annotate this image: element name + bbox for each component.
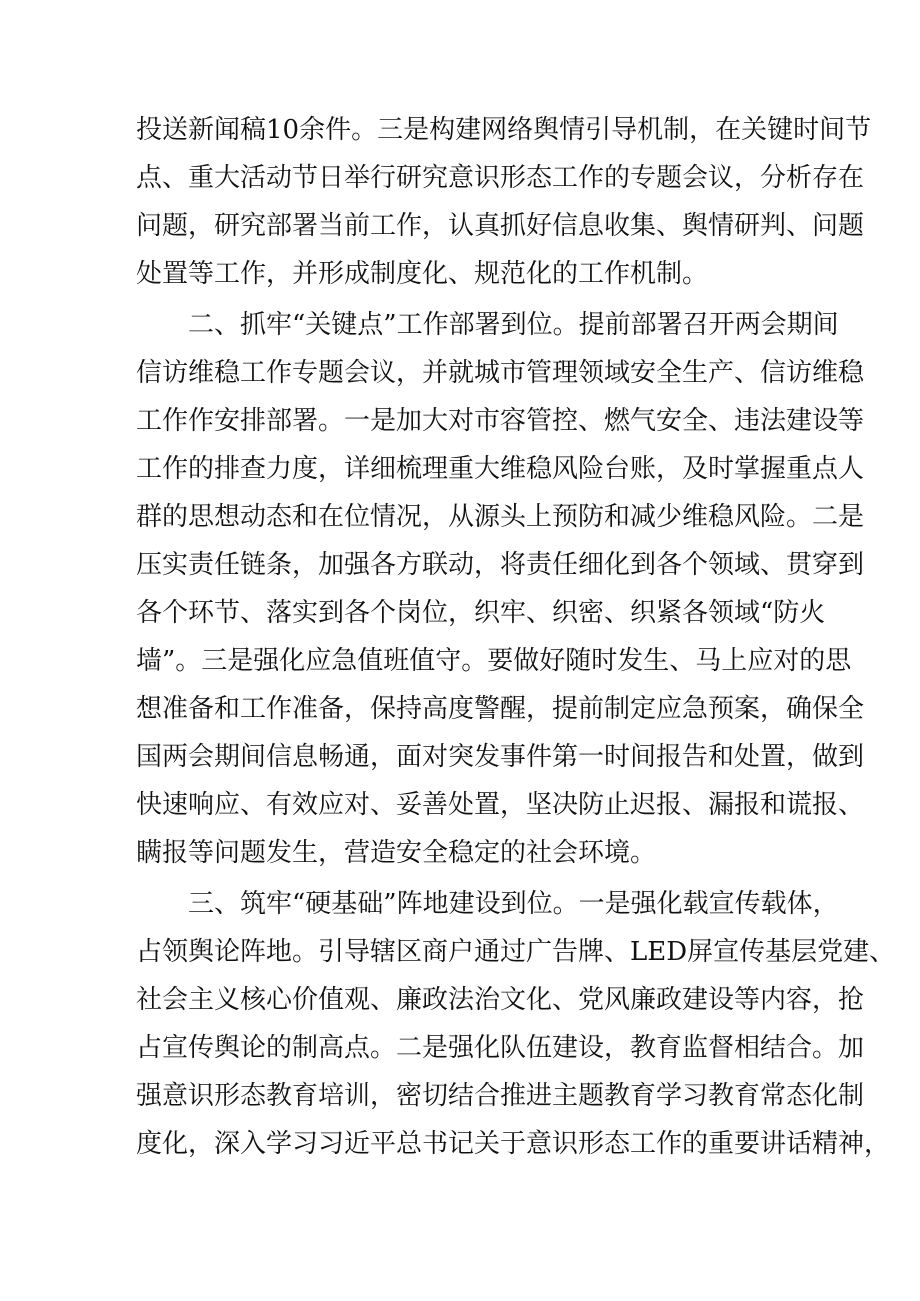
text-line: 工作作安排部署。一是加大对市容管控、燃气安全、违法建设等 — [136, 406, 865, 436]
text-line: 信访维稳工作专题会议，并就城市管理领域安全生产、信访维稳 — [136, 358, 865, 388]
text-line: 瞒报等问题发生，营造安全稳定的社会环境。 — [136, 838, 657, 868]
text-line: 国两会期间信息畅通，面对突发事件第一时间报告和处置，做到 — [136, 742, 865, 772]
text-line: 点、重大活动节日举行研究意识形态工作的专题会议，分析存在 — [136, 163, 865, 193]
text-line: 占领舆论阵地。引导辖区商户通过广告牌、LED屏宣传基层党建、 — [136, 937, 896, 967]
text-line: 强意识形态教育培训，密切结合推进主题教育学习教育常态化制 — [136, 1081, 865, 1111]
section-heading-line: 二、抓牢“关键点”工作部署到位。提前部署召开两会期间 — [188, 310, 839, 340]
text-line: 占宣传舆论的制高点。二是强化队伍建设，教育监督相结合。加 — [136, 1033, 865, 1063]
text-line: 处置等工作，并形成制度化、规范化的工作机制。 — [136, 259, 709, 289]
text-line: 度化，深入学习习近平总书记关于意识形态工作的重要讲话精神， — [136, 1129, 891, 1159]
text-line: 投送新闻稿10余件。三是构建网络舆情引导机制，在关键时间节 — [136, 115, 872, 145]
text-line: 问题，研究部署当前工作，认真抓好信息收集、舆情研判、问题 — [136, 211, 865, 241]
text-line: 墙”。三是强化应急值班值守。要做好随时发生、马上应对的思 — [136, 646, 852, 676]
text-line: 各个环节、落实到各个岗位，织牢、织密、织紧各领域“防火 — [136, 598, 826, 628]
text-line: 工作的排查力度，详细梳理重大维稳风险台账，及时掌握重点人 — [136, 454, 865, 484]
section-heading-line: 三、筑牢“硬基础”阵地建设到位。一是强化载宣传载体， — [188, 889, 839, 919]
text-line: 想准备和工作准备，保持高度警醒，提前制定应急预案，确保全 — [136, 694, 865, 724]
text-line: 群的思想动态和在位情况，从源头上预防和减少维稳风险。二是 — [136, 502, 865, 532]
text-line: 社会主义核心价值观、廉政法治文化、党风廉政建设等内容，抢 — [136, 985, 865, 1015]
text-line: 快速响应、有效应对、妥善处置，坚决防止迟报、漏报和谎报、 — [136, 790, 865, 820]
text-line: 压实责任链条，加强各方联动，将责任细化到各个领域、贯穿到 — [136, 550, 865, 580]
